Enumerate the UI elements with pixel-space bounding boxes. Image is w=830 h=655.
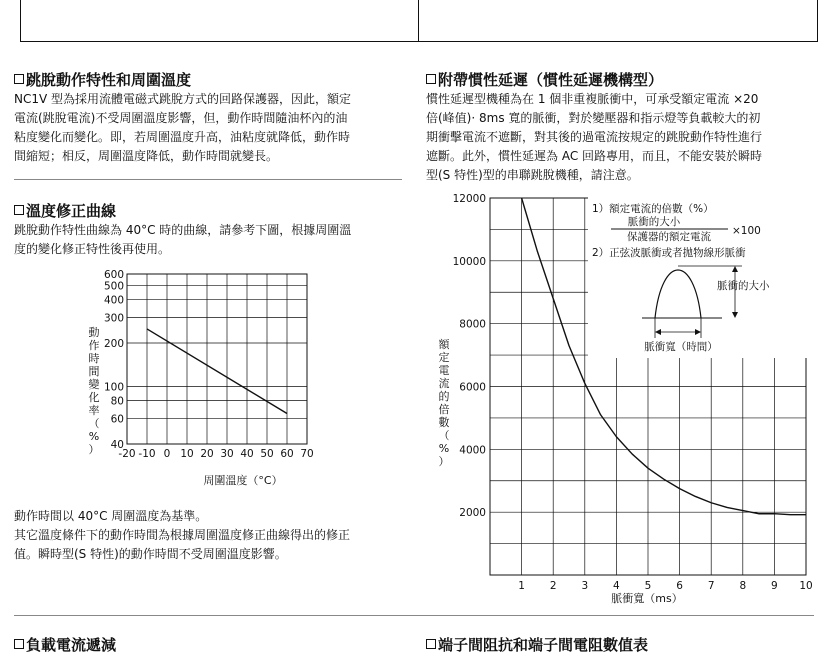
x-tick-label: 40 <box>240 448 254 460</box>
section-title-inertial-delay: 附帶慣性延遲（慣性延遲機構型） <box>426 69 663 90</box>
annotation-text: 1）額定電流的倍數（%） <box>592 203 714 215</box>
annotation-text: 脈衝的大小 <box>627 216 681 228</box>
text-line: 電流(跳脫電流)不受周圍溫度影響，但，動作時間隨油杯內的油 <box>14 111 348 125</box>
x-tick-label: 70 <box>300 448 314 460</box>
x-tick-label: 10 <box>180 448 194 460</box>
section-bullet-icon <box>426 74 436 84</box>
text-line: 度的變化修正特性後再使用。 <box>14 242 171 256</box>
y-tick-label: 600 <box>103 269 124 281</box>
y-tick-label: 100 <box>103 381 124 394</box>
chart-xlabel: 周圍溫度（°C） <box>203 474 283 487</box>
y-tick-label: 40 <box>110 439 124 451</box>
text-line: 粘度變化而變化。即，若周圍溫度升高，油粘度就降低，動作時 <box>14 130 351 144</box>
x-tick-label: -20 <box>118 448 136 460</box>
divider <box>14 179 402 180</box>
chart-xlabel: 脈衝寬（ms） <box>611 592 683 605</box>
section-bullet-icon <box>14 205 24 215</box>
section-title-load-derating: 負載電流遞減 <box>14 634 116 655</box>
y-tick-label: 6000 <box>459 381 486 394</box>
temperature-correction-chart <box>70 262 370 494</box>
text-line: 型(S 特性)型的串聯跳脫機種，請注意。 <box>426 168 639 182</box>
x-tick-label: 20 <box>200 448 214 460</box>
chart-ylabel: 動作時間變化率（%） <box>88 326 100 456</box>
section-bullet-icon <box>14 639 24 649</box>
y-tick-label: 2000 <box>459 507 486 520</box>
x-tick-label: 0 <box>163 448 171 460</box>
text-line: 跳脫動作特性曲線為 40°C 時的曲線，請參考下圖，根據周圍溫 <box>14 223 352 237</box>
y-tick-label: 300 <box>103 312 124 325</box>
text-line: 值。瞬時型(S 特性)的動作時間不受周圍溫度影響。 <box>14 547 287 561</box>
annotation-text: ×100 <box>732 225 761 237</box>
section-title-temp-curve: 溫度修正曲線 <box>14 200 116 221</box>
series-line <box>147 329 287 414</box>
annotation-text: 2）正弦波脈衝或者拋物線形脈衝 <box>592 247 746 259</box>
x-tick-label: 30 <box>220 448 234 460</box>
x-tick-label: 50 <box>260 448 274 460</box>
annotation-text: 脈衝寬（時間） <box>644 341 718 353</box>
section-bullet-icon <box>426 639 436 649</box>
x-tick-label: 3 <box>581 580 589 592</box>
text-line: 動作時間以 40°C 周圍溫度為基準。 <box>14 509 208 523</box>
y-tick-label: 10000 <box>452 255 486 268</box>
section-title-terminal-impedance: 端子間阻抗和端子間電阻數值表 <box>426 634 648 655</box>
section-bullet-icon <box>14 74 24 84</box>
x-tick-label: 2 <box>549 580 557 592</box>
x-tick-label: 5 <box>644 580 652 592</box>
chart-annotation <box>588 194 810 358</box>
text-line: NC1V 型為採用流體電磁式跳脫方式的回路保護器，因此，額定 <box>14 92 352 106</box>
top-frame <box>20 0 818 42</box>
x-tick-label: 4 <box>613 580 620 592</box>
x-tick-label: 7 <box>707 580 715 592</box>
section-body-trip-temp <box>14 90 402 166</box>
section-body-temp-curve <box>14 221 402 259</box>
y-tick-label: 80 <box>110 395 124 408</box>
text-line: 其它溫度條件下的動作時間為根據周圍溫度修正曲線得出的修正 <box>14 528 351 542</box>
text-line: 遮斷。此外，慣性延遲為 AC 回路專用，而且，不能安裝於瞬時 <box>426 149 763 163</box>
x-tick-label: 60 <box>280 448 294 460</box>
text-line: 倍(峰值)· 8ms 寬的脈衝，對於變壓器和指示燈等負載較大的初 <box>426 111 761 125</box>
x-tick-label: 8 <box>739 580 747 592</box>
notes-block <box>14 507 402 564</box>
y-tick-label: 12000 <box>452 193 486 205</box>
x-tick-label: 9 <box>771 580 778 592</box>
chart-ylabel: 額定電流的倍數（%） <box>438 338 450 468</box>
annotation-text: 脈衝的大小 <box>717 280 770 292</box>
y-tick-label: 4000 <box>459 444 486 457</box>
pulse-width-chart <box>426 188 820 608</box>
y-tick-label: 500 <box>103 280 124 293</box>
text-line: 慣性延遲型機種為在 1 個非重複脈衝中，可承受額定電流 ×20 <box>426 92 759 106</box>
section-title-trip-temp: 跳脫動作特性和周圍溫度 <box>14 69 191 90</box>
y-tick-label: 60 <box>110 413 124 426</box>
y-tick-label: 8000 <box>459 318 486 331</box>
section-body-inertial-delay <box>426 90 814 185</box>
top-frame-divider <box>418 0 419 41</box>
text-line: 間縮短；相反，周圍溫度降低，動作時間就變長。 <box>14 149 279 163</box>
x-tick-label: 10 <box>799 580 813 592</box>
divider <box>14 615 814 616</box>
y-tick-label: 400 <box>103 294 124 307</box>
x-tick-label: 6 <box>676 580 683 592</box>
annotation-text: 保護器的額定電流 <box>627 231 711 243</box>
x-tick-label: -10 <box>138 448 156 460</box>
text-line: 期衝擊電流不遮斷，對其後的過電流按規定的跳脫動作特性進行 <box>426 130 763 144</box>
y-tick-label: 200 <box>103 337 124 350</box>
x-tick-label: 1 <box>518 580 525 592</box>
